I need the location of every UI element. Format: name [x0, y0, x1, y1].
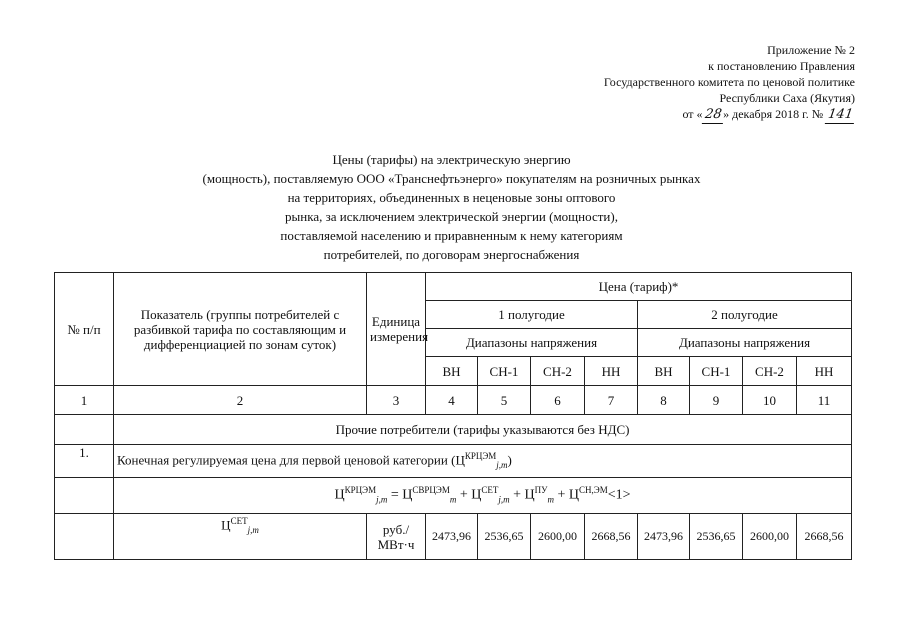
- document-title: [0, 150, 903, 264]
- column-number: 9: [690, 386, 743, 415]
- column-number: 10: [743, 386, 797, 415]
- title-line-3: на территориях, объединенных в неценовые зоны оптового: [287, 190, 616, 205]
- header-voltage-ranges-2: Диапазоны напряжения: [638, 329, 852, 357]
- approval-line-4: Республики Саха (Якутия): [719, 91, 855, 105]
- date-mid: » декабря 2018 г. №: [723, 107, 824, 121]
- title-line-5: поставляемой населению и приравненным к нему категориям: [280, 228, 623, 243]
- header-voltage-ranges-1: Диапазоны напряжения: [426, 329, 638, 357]
- header-unit: Единица измерения: [367, 273, 426, 386]
- column-number: 3: [367, 386, 426, 415]
- price-value: 2600,00: [743, 514, 797, 560]
- header-indicator: Показатель (группы потребителей с разбивкой тарифа по составляющим и дифференциацией по зонам суток): [114, 273, 367, 386]
- approval-line-3: Государственного комитета по ценовой политике: [603, 75, 855, 89]
- approval-line-1: Приложение № 2: [767, 43, 855, 57]
- row-description-text: Конечная регулируемая цена для первой ценовой категории: [117, 452, 452, 468]
- column-number: 2: [114, 386, 367, 415]
- row-number: 1.: [55, 445, 114, 478]
- price-value: 2473,96: [426, 514, 478, 560]
- column-number: 8: [638, 386, 690, 415]
- approval-block: [604, 42, 855, 124]
- handwritten-doc-number: 141: [825, 107, 856, 124]
- price-value: 2473,96: [638, 514, 690, 560]
- approval-date-line: [604, 106, 855, 124]
- empty-cell: [55, 415, 114, 445]
- column-number: 4: [426, 386, 478, 415]
- voltage-level: НН: [797, 357, 852, 386]
- cet-unit: руб./МВт·ч: [367, 514, 426, 560]
- voltage-level: СН-1: [690, 357, 743, 386]
- voltage-level: ВН: [426, 357, 478, 386]
- voltage-level: СН-1: [478, 357, 531, 386]
- approval-line-2: к постановлению Правления: [708, 59, 855, 73]
- price-value: 2536,65: [478, 514, 531, 560]
- empty-cell: [55, 514, 114, 560]
- header-half-2: 2 полугодие: [638, 301, 852, 329]
- voltage-level: НН: [585, 357, 638, 386]
- row-description: Конечная регулируемая цена для первой ценовой категории $(Ц^{КРЦЭМ}_{j,m})$: [114, 445, 852, 478]
- voltage-level: ВН: [638, 357, 690, 386]
- title-line-4: рынка, за исключением электрической энергии (мощности),: [285, 209, 618, 224]
- voltage-level: СН-2: [743, 357, 797, 386]
- tariff-table: [54, 272, 852, 560]
- column-number: 11: [797, 386, 852, 415]
- price-value: 2668,56: [585, 514, 638, 560]
- handwritten-day: 28: [701, 107, 724, 124]
- section-title: Прочие потребители (тарифы указываются без НДС): [114, 415, 852, 445]
- column-number: 1: [55, 386, 114, 415]
- title-line-2: (мощность), поставляемую ООО «Транснефтьэнерго» покупателям на розничных рынках: [202, 171, 701, 186]
- column-number: 7: [585, 386, 638, 415]
- header-number: № п/п: [55, 273, 114, 386]
- date-prefix: от «: [682, 107, 703, 121]
- price-value: 2536,65: [690, 514, 743, 560]
- empty-cell: [55, 478, 114, 514]
- price-value: 2668,56: [797, 514, 852, 560]
- price-value: 2600,00: [531, 514, 585, 560]
- title-line-6: потребителей, по договорам энергоснабжения: [323, 247, 580, 262]
- column-number: 5: [478, 386, 531, 415]
- header-half-1: 1 полугодие: [426, 301, 638, 329]
- header-price: Цена (тариф)*: [426, 273, 852, 301]
- column-number: 6: [531, 386, 585, 415]
- voltage-level: СН-2: [531, 357, 585, 386]
- price-formula: $Ц^{КРЦЭМ}_{j,m} = Ц^{СВРЦЭМ}_m + Ц^{СЕТ}_{j,m} + Ц^{ПУ}_m + Ц^{СН,ЭМ}<1>$: [114, 478, 852, 514]
- title-line-1: Цены (тарифы) на электрическую энергию: [332, 152, 571, 167]
- cet-label: $Ц^{СЕТ}_{j,m}$: [114, 514, 367, 560]
